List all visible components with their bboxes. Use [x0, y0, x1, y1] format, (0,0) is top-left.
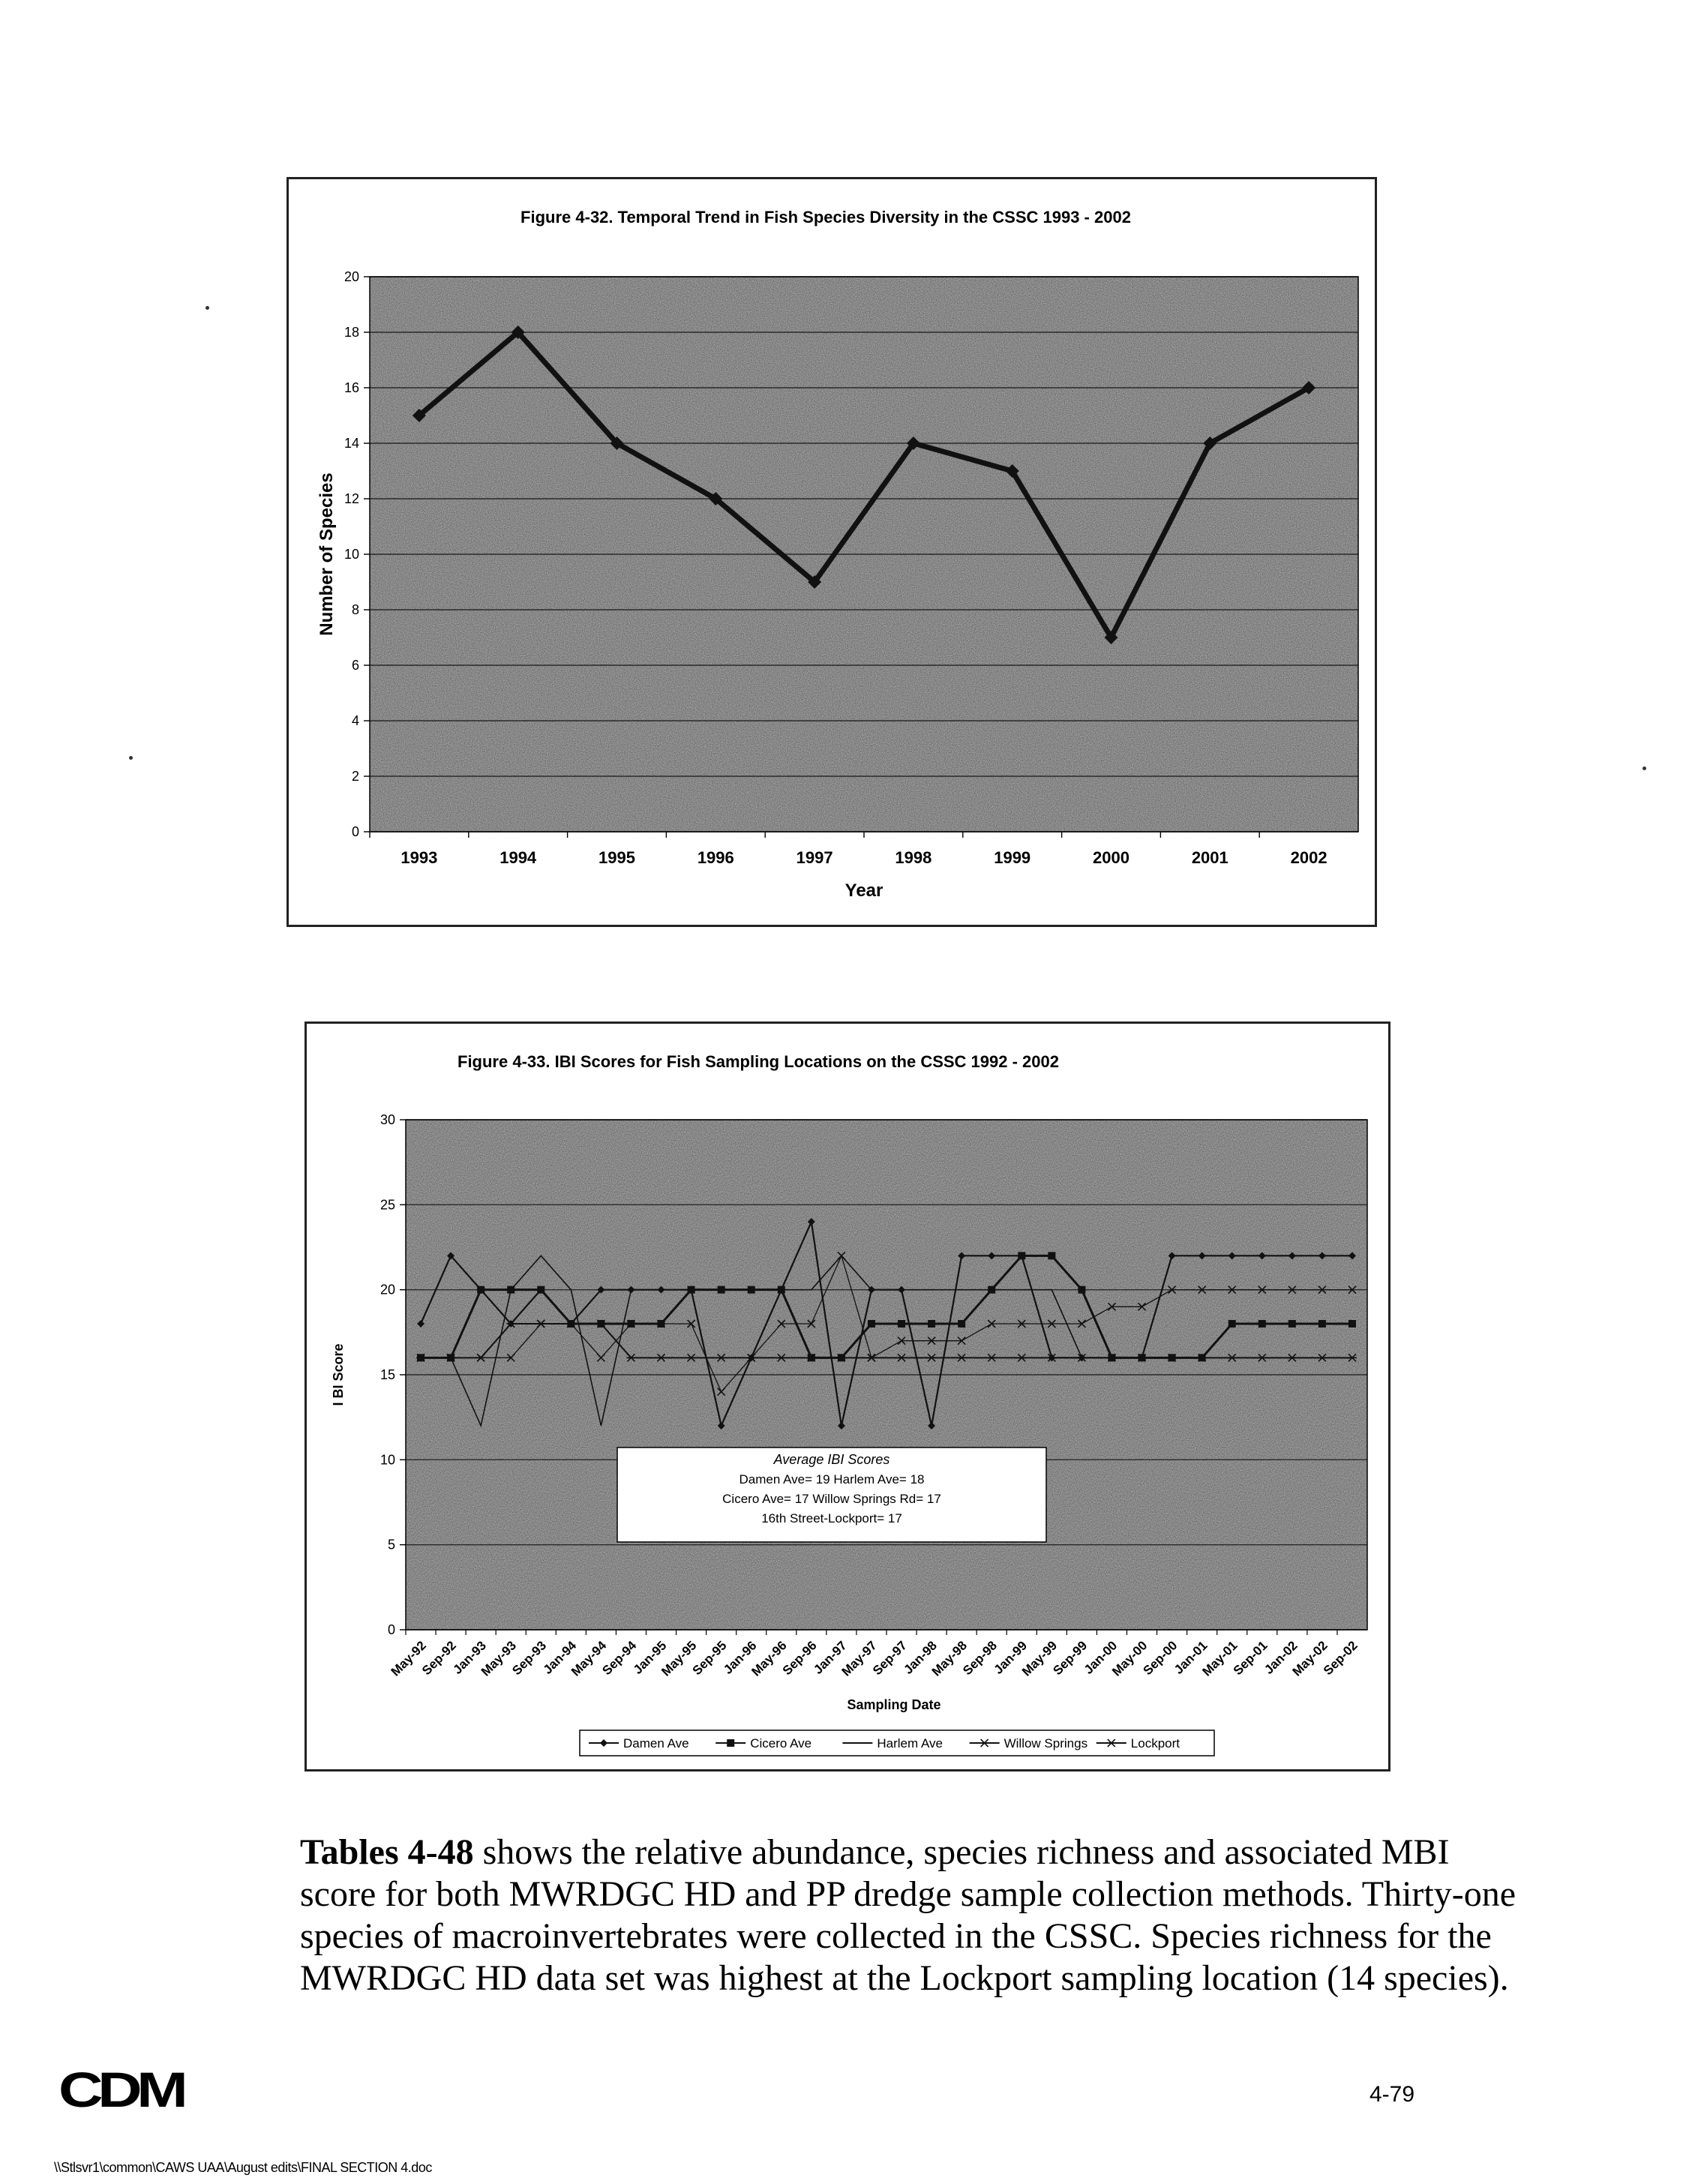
y-tick-label: 5	[387, 1537, 395, 1552]
x-tick-label: May-98	[928, 1638, 970, 1679]
scan-speck	[129, 756, 133, 760]
x-tick-label: Jan-93	[450, 1638, 489, 1677]
x-axis-label: Sampling Date	[847, 1697, 941, 1712]
inset-line: Damen Ave= 19 Harlem Ave= 18	[739, 1472, 925, 1486]
x-tick-label: May-92	[388, 1638, 429, 1679]
square-marker	[477, 1286, 484, 1294]
square-marker	[1228, 1320, 1236, 1328]
x-tick-label: May-96	[748, 1638, 790, 1679]
x-axis-label: Year	[844, 880, 884, 901]
y-tick-label: 15	[380, 1367, 395, 1382]
square-marker	[1288, 1320, 1296, 1328]
legend-label: Cicero Ave	[750, 1736, 812, 1750]
square-marker	[727, 1739, 734, 1747]
x-tick-label: Jan-96	[721, 1638, 760, 1677]
y-tick-label: 12	[344, 491, 359, 506]
legend-label: Willow Springs	[1004, 1736, 1088, 1750]
x-tick-label: 1993	[400, 848, 438, 867]
square-marker	[928, 1320, 935, 1328]
species-diversity-chart	[289, 179, 1375, 925]
square-marker	[898, 1320, 905, 1328]
x-tick-label: Sep-96	[779, 1638, 820, 1678]
y-tick-label: 14	[344, 436, 359, 451]
x-tick-label: Jan-98	[901, 1638, 940, 1677]
body-paragraph	[300, 1832, 1530, 2000]
x-tick-label: 1994	[500, 848, 537, 867]
y-tick-label: 8	[351, 602, 359, 617]
square-marker	[1318, 1320, 1326, 1328]
page-number: 4-79	[1370, 2082, 1415, 2107]
y-tick-label: 10	[380, 1452, 395, 1468]
square-marker	[1258, 1320, 1266, 1328]
x-tick-label: Sep-94	[599, 1638, 640, 1678]
x-tick-label: May-00	[1109, 1638, 1150, 1679]
x-tick-label: 1997	[796, 848, 833, 867]
figure-4-33	[304, 1022, 1390, 1772]
x-tick-label: 1996	[697, 848, 734, 867]
file-path: \\Stlsvr1\common\CAWS UAA\August edits\FINAL SECTION 4.doc	[54, 2160, 432, 2175]
legend-label: Harlem Ave	[877, 1736, 943, 1750]
y-tick-label: 10	[344, 547, 359, 562]
y-axis-label: I BI Score	[331, 1343, 346, 1406]
x-tick-label: Jan-97	[811, 1638, 850, 1677]
x-tick-label: May-93	[478, 1638, 520, 1679]
x-tick-label: Jan-00	[1081, 1638, 1120, 1677]
x-tick-label: 2002	[1290, 848, 1328, 867]
square-marker	[537, 1286, 544, 1294]
legend-label: Damen Ave	[623, 1736, 689, 1750]
x-tick-label: 1998	[895, 848, 932, 867]
y-tick-label: 18	[344, 325, 359, 340]
y-tick-label: 16	[344, 380, 359, 395]
x-tick-label: Jan-01	[1171, 1638, 1210, 1677]
x-tick-label: Jan-02	[1262, 1638, 1300, 1677]
x-tick-label: May-99	[1018, 1638, 1060, 1679]
x-tick-label: 1995	[598, 848, 635, 867]
x-tick-label: May-01	[1199, 1638, 1240, 1679]
y-tick-label: 20	[344, 269, 359, 284]
x-tick-label: 1999	[994, 848, 1031, 867]
paragraph-text: shows the relative abundance, species richness and associated MBI score for both MWRDGC HD and PP dredge sample collection methods. Thirty-one species of macroinvertebrates were collected in the CSSC. Species richness for the MWRDGC HD data set was highest at the Lockport sampling location (14 species).	[300, 1832, 1516, 1998]
x-tick-label: Sep-97	[870, 1638, 910, 1678]
y-tick-label: 0	[351, 824, 359, 839]
x-tick-label: May-94	[568, 1638, 610, 1679]
legend-label: Lockport	[1130, 1736, 1180, 1750]
square-marker	[1078, 1286, 1085, 1294]
square-marker	[1018, 1252, 1025, 1259]
y-tick-label: 0	[387, 1622, 395, 1637]
x-tick-label: Sep-98	[960, 1638, 1000, 1678]
x-tick-label: Jan-94	[540, 1638, 580, 1677]
x-tick-label: Sep-95	[689, 1638, 730, 1678]
scan-speck	[206, 306, 209, 310]
x-tick-label: May-02	[1289, 1638, 1330, 1679]
square-marker	[1048, 1252, 1055, 1259]
inset-line: 16th Street-Lockport= 17	[761, 1511, 902, 1526]
scan-speck	[1642, 766, 1646, 770]
table-reference: Tables 4-48	[300, 1832, 474, 1872]
x-tick-label: Sep-00	[1140, 1638, 1180, 1678]
x-tick-label: May-95	[658, 1638, 700, 1679]
cdm-logo: CDM	[58, 2062, 183, 2117]
square-marker	[958, 1320, 965, 1328]
x-tick-label: Sep-92	[419, 1638, 459, 1678]
x-tick-label: Jan-99	[991, 1638, 1030, 1677]
x-tick-label: Jan-95	[630, 1638, 670, 1677]
square-marker	[1348, 1320, 1356, 1328]
x-tick-label: Sep-01	[1230, 1638, 1270, 1678]
x-tick-label: Sep-99	[1050, 1638, 1090, 1678]
y-tick-label: 6	[351, 658, 359, 673]
square-marker	[868, 1320, 875, 1328]
inset-heading: Average IBI Scores	[773, 1452, 890, 1467]
x-tick-label: Sep-93	[509, 1638, 550, 1678]
chart-title: Figure 4-32. Temporal Trend in Fish Species Diversity in the CSSC 1993 - 2002	[520, 208, 1131, 226]
x-tick-label: Sep-02	[1320, 1638, 1360, 1678]
y-tick-label: 25	[380, 1197, 395, 1213]
x-tick-label: 2000	[1093, 848, 1130, 867]
y-tick-label: 30	[380, 1112, 395, 1127]
y-axis-label: Number of Species	[316, 472, 337, 636]
y-tick-label: 20	[380, 1282, 395, 1298]
ibi-scores-chart	[307, 1024, 1388, 1769]
inset-line: Cicero Ave= 17 Willow Springs Rd= 17	[722, 1492, 941, 1506]
figure-4-32	[286, 177, 1377, 927]
x-tick-label: 2001	[1191, 848, 1228, 867]
x-tick-label: May-97	[838, 1638, 880, 1679]
y-tick-label: 4	[351, 713, 359, 728]
y-tick-label: 2	[351, 769, 359, 784]
chart-title: Figure 4-33. IBI Scores for Fish Sampling Locations on the CSSC 1992 - 2002	[458, 1052, 1059, 1071]
